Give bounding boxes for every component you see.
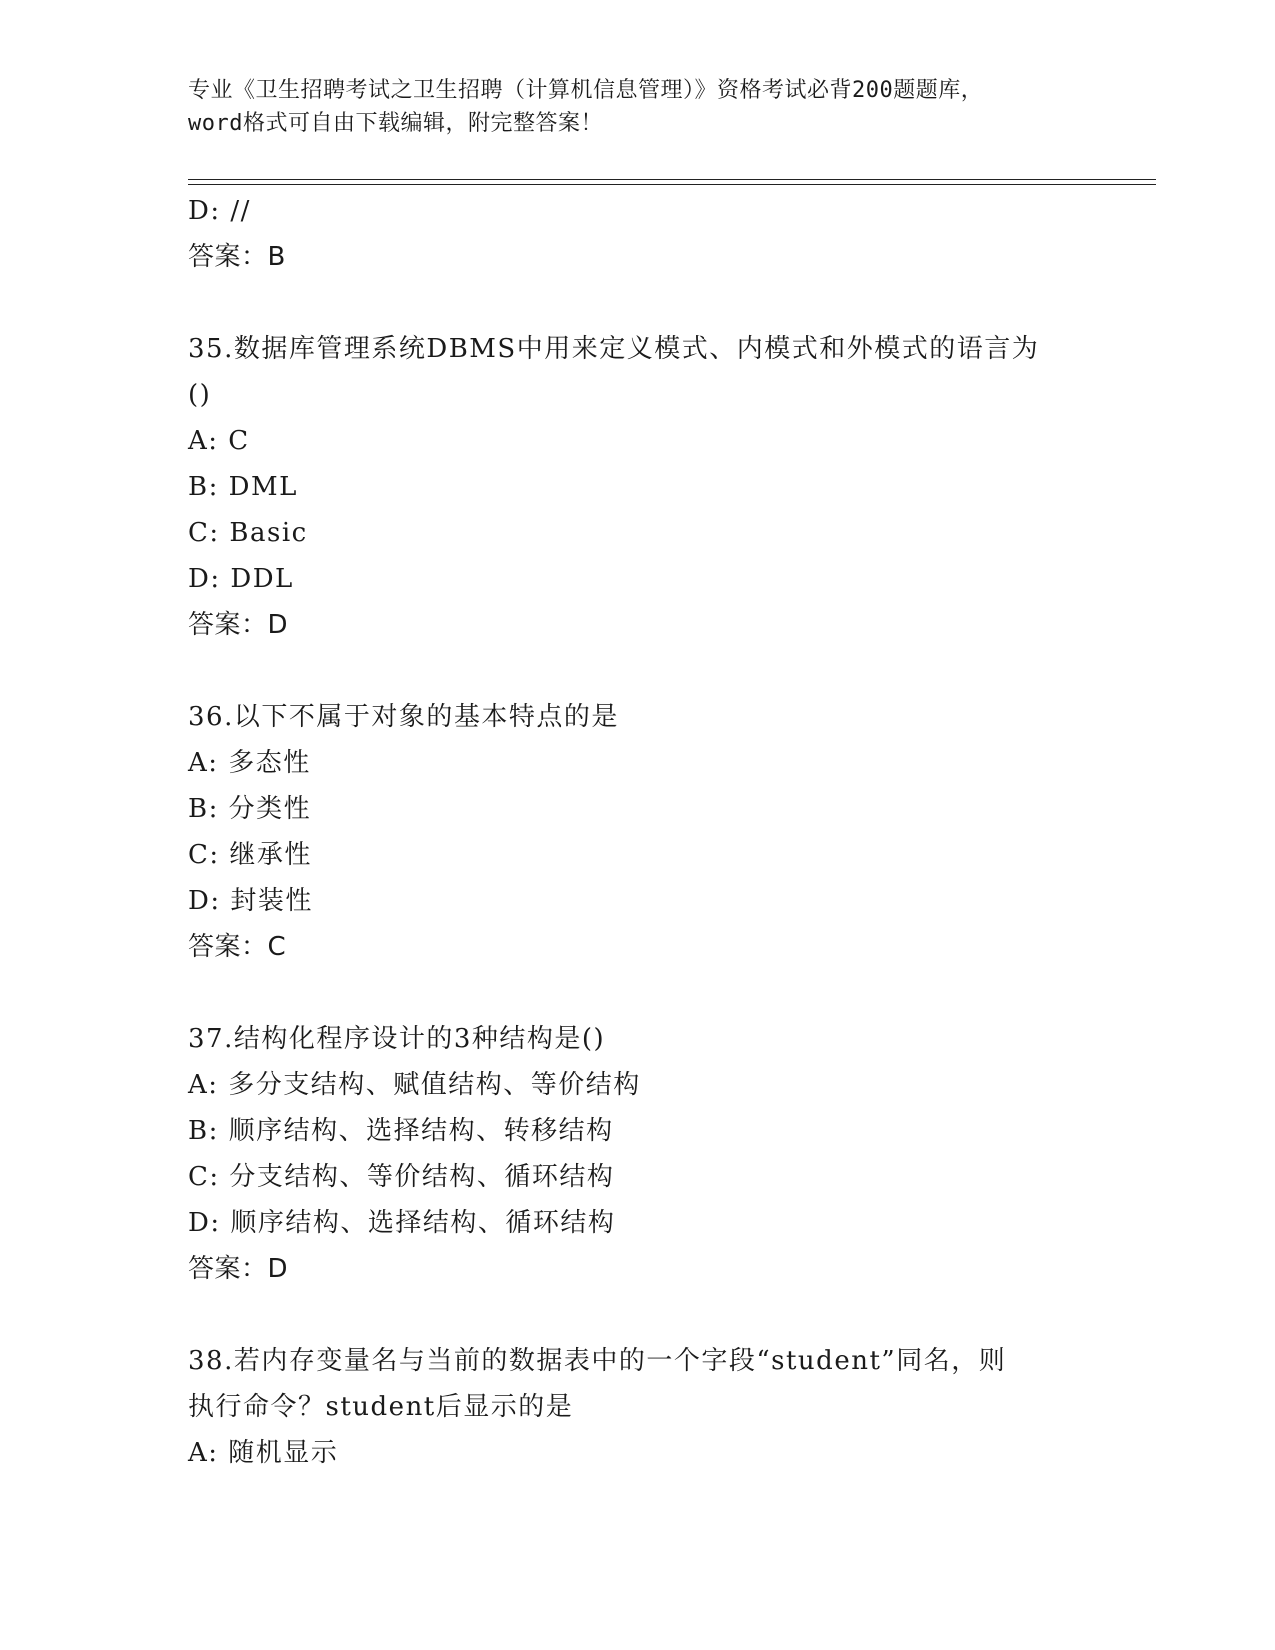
header-divider-top [188, 179, 1156, 180]
header-line-1: 专业《卫生招聘考试之卫生招聘（计算机信息管理）》资格考试必背200题题库， [188, 78, 984, 103]
question-stem: 35.数据库管理系统DBMS中用来定义模式、内模式和外模式的语言为 [188, 334, 1040, 364]
spacer [188, 970, 1088, 1016]
answer-label: 答案：C [188, 932, 287, 962]
option-a: A: 多分支结构、赋值结构、等价结构 [188, 1070, 641, 1100]
option-c: C: 继承性 [188, 840, 312, 870]
option-b: B: DML [188, 472, 298, 502]
option-d: D: DDL [188, 564, 294, 594]
option-b: B: 顺序结构、选择结构、转移结构 [188, 1116, 614, 1146]
spacer [188, 648, 1088, 694]
option-a: A: 随机显示 [188, 1438, 339, 1468]
question-38 [188, 1338, 1088, 1476]
question-stem-cont: 执行命令？student后显示的是 [188, 1392, 574, 1422]
answer-label: 答案：B [188, 242, 286, 272]
header-divider-bottom [188, 184, 1156, 185]
question-35 [188, 326, 1088, 648]
question-stem-cont: () [188, 380, 212, 410]
option-d: D: 封装性 [188, 886, 313, 916]
option-b: B: 分类性 [188, 794, 312, 824]
option-c: C: 分支结构、等价结构、循环结构 [188, 1162, 615, 1192]
spacer [188, 1292, 1088, 1338]
option-d: D: 顺序结构、选择结构、循环结构 [188, 1208, 616, 1238]
option-a: A: 多态性 [188, 748, 311, 778]
answer-label: 答案：D [188, 1254, 289, 1284]
option-d: D: // [188, 196, 251, 226]
answer-label: 答案：D [188, 610, 289, 640]
question-36 [188, 694, 1088, 970]
option-a: A: C [188, 426, 250, 456]
document-header [188, 74, 1088, 140]
spacer [188, 280, 1088, 326]
question-stem: 37.结构化程序设计的3种结构是() [188, 1024, 606, 1054]
question-stem: 38.若内存变量名与当前的数据表中的一个字段“student”同名，则 [188, 1346, 1007, 1376]
question-stem: 36.以下不属于对象的基本特点的是 [188, 702, 619, 732]
question-list [188, 188, 1088, 1476]
header-line-2: word格式可自由下载编辑，附完整答案！ [188, 111, 603, 136]
option-c: C: Basic [188, 518, 308, 548]
question-37 [188, 1016, 1088, 1292]
